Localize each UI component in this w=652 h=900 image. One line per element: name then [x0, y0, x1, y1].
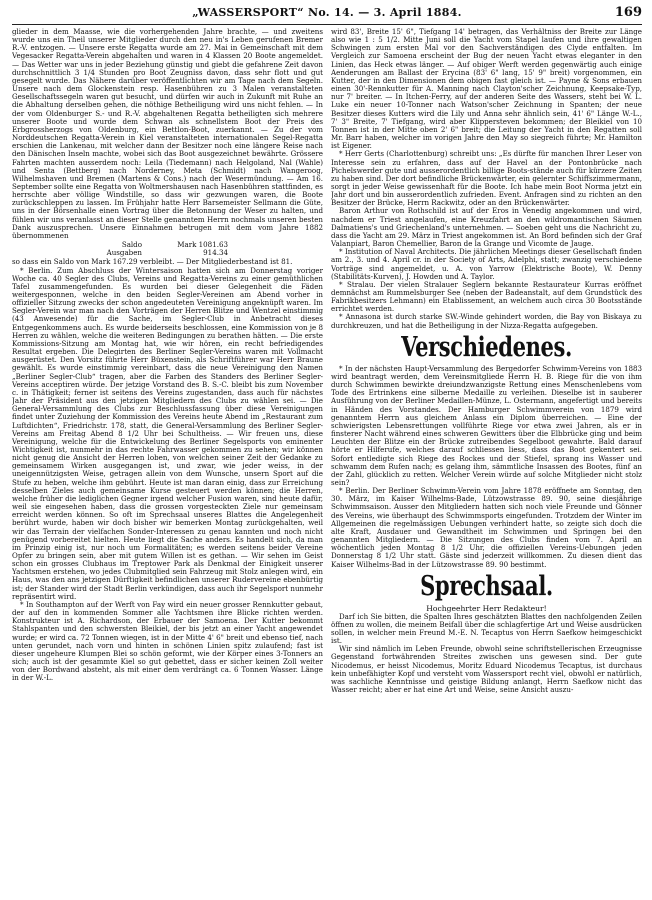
saldo-value: Mark 1081.63 — [177, 240, 228, 250]
article-paragraph: * Institution of Naval Architects. Die jährlichen Meetings dieser Gesellschaft finden am 2., 3. und 4. April cr. in der Society of Arts, Adelphi, statt; zwanzig verschiedene Vorträge sind angemeldet, u. A. von Yarrow (Elektrische Boote), W. Denny (Stabilitäts-Kurven), J. Howden und A. Taylor. — [331, 247, 642, 281]
section-title-sprechsaal: Sprechsaal. — [420, 570, 553, 602]
article-paragraph: Wir sind nämlich im Leben Freunde, obwohl seine schriftstellerischen Erzeugnisse Gegenstand fortwährenden Streites zwischen uns gewesen sind. Der gute Nicodemus, er heisst Nicodemus, Moritz Eduard Nicodemus Tecaptus, ist durchaus kein unbefähigter Kopf und versteht vom Wassersport recht viel, obwohl er natürlich, was sachliche Kenntnisse und geistige Bildung anlangt, Herrn Saefkow nicht das Wasser reicht; aber er hat eine Art und Weise, seine Ansicht auszu- — [331, 644, 642, 695]
article-paragraph: * Berlin. Zum Abschluss der Wintersaison hatten sich am Donnerstag voriger Woche ca. 40 Segler des Clubs, Vereins und Regatta-Vereins zu einer gemüthlichen Tafel zusammengefunden. Es wurden bei dieser Gelegenheit die Fäden weitergesponnen, welche in den beiden Segler-Vereinen am Abend vorher in offizieller Sitzung zwecks der schon angedeuteten Vereinigung angeknüpft waren. Im Segler-Verein war man nach den Vorträgen der Herren Blitze und Wentzel einstimmig (43 Anwesende) für die Sache, im Segler-Club in Anbetracht dieses Entgegenkommens auch. Es wurde beiderseits beschlossen, eine Kommission von je 8 Herren zu wählen, welche die weiteren Bedingungen zu berathen hätten. — Die erste Kommissions-Sitzung am Montag hat, wie wir hören, ein recht befriedigendes Resultat ergeben. Die Delegirten des Berliner Segler-Vereins waren mit Vollmacht ausgerüstet. Den Vorsitz führte Herr Büxenstein, als Schriftführer war Herr Braune gewählt. Es wurde einstimmig vereinbart, dass die neue Vereinigung den Namen „Berliner Segler-Club“ tragen, aber die Farben des Standers des Berliner Segler-Vereins acceptiren würde. Der jetzige Vorstand des B. S.-C. bleibt bis zum November c. in Thätigkeit; ferner ist seitens des Vereins zugestanden, dass auch für nächstes Jahr der Präsident aus den jetzigen Mitgliedern des Clubs zu wählen sei. — Die General-Versammlung des Clubs zur Beschlussfassung über diese Vereinigungen findet unter Zuziehung der Kommission des Vereins heute Abend im „Restaurant zum Luftdichten“, Friedrichstr. 178, statt, die General-Versammlung des Berliner Segler-Vereins am Freitag Abend 8 1/2 Uhr bei Schultheiss. — Wir freuen uns, diese Vereinigung, welche für die Entwickelung des Berliner Segelsports von eminenter Wichtigkeit ist, nunmehr in das rechte Fahrwasser gekommen zu sehen; wir können nicht genug die Ansicht der Herren loben, von welchen seiner Zeit der Gedanke zu gemeinsamem Wirken ausgegangen ist, und zwar, wie jeder weiss, in der uneigennützigsten Weise, getragen allein von dem Wunsche, unsern Sport auf die Stufe zu heben, welche ihm gebührt. Heute ist man daran einig, dass zur Erreichung desselben Zieles auch gemeinsame Kurse gesteuert werden können; die Herren, welche früher die lediglichen Gegner irgend welcher Fusion waren, sind heute dafür, weil sie eingesehen haben, dass die grossen vorgesteckten Ziele nur gemeinsam erreicht werden können. So oft im Sprechsaal unseres Blattes die Angelegenheit berührt wurde, haben wir doch bisher wir bemerken Montag zurückgehalten, weil wir das Terrain der vielfachen Sonder-Interessen zu genau kannten und noch nicht genügend vorbereitet hielten. Heute liegt die Sache anders. Es handelt sich, da man im Prinzip einig ist, nur noch um Formalitäten; es werden seitens beider Vereine Opfer zu bringen sein, aber mit gutem Willen ist es gethan. — Wir sehen im Geist schon ein grosses Clubhaus im Treptower Park als Denkmal der Einigkeit unserer Yachtsmen erstehen, wo jedes Clubmitglied sein Fahrzeug mit Stolz anlegen wird, ein Haus, was den ans jetzigen Dürftigkeit befindlichen unserer Rudervereine ebenbürtig ist; der Stander wird der Stadt Berlin verkündigen, dass auch ihr Segelsport nunmehr repräsentirt wird. — [12, 265, 323, 601]
article-paragraph: Darf ich Sie bitten, die Spalten Ihres geschätzten Blattes den nachfolgenden Zeilen öffnen zu wollen, die meinem Beifall über die schlagfertige Art und Weise ausdrücken sollen, in welcher mein Freund M.-E. N. Tecaptus von Herrn Saefkow heimgeschickt ist. — [331, 611, 642, 646]
page-number: 169 — [614, 5, 642, 20]
right-column — [331, 28, 642, 694]
article-paragraph: * In der nächsten Haupt-Versammlung des Bergedorfer Schwimm-Vereins von 1883 wird beantragt werden, dem Vereinsmitgliede Herrn H. B. Riege für die von ihm durch Schwimmen bewirkte dreiundzwanzigste Rettung eines Menschenlebens vom Tode des Ertrinkens eine silberne Medaille zu verleihen. Dieselbe ist in sauberer Ausführung von der Berliner Medaillen-Münze, L. Ostermann, angefertigt und bereits in Händen des Vorstandes. Der Hamburger Schwimmverein von 1879 wird genanntem Herrn aus gleichem Anlass ein Diplom überreichen. — Eine der schwierigsten Lebensrettungen vollführte Riege vor etwa zwei Jahren, als er in finsterer Nacht während eines schweren Gewitters über die Elbbrücke ging und beim Leuchten der Blitze ein der Brücke zutreibendes Segelboot gewahrte. Bald darauf hörte er Hilferufe, welches darauf schliessen liess, dass das Boot gekentert sei. Sofort entledigte sich Riege des Rockes und der Stiefel, sprang ins Wasser und schwamm dem Rufen nach; es gelang ihm, sämmtliche Insassen des Bootes, fünf an der Zahl, glücklich zu retten. Welcher Verein würde auf solche Mitglieder nicht stolz sein? — [331, 363, 642, 487]
article-paragraph: wird 83', Breite 15' 6", Tiefgang 14' betragen, das Verhältniss der Breite zur Länge also wie 1 : 5 1/2. Mitte Juni soll die Yacht vom Stapel laufen und ihre gewaltigen Schwingen zum ersten Mal vor den Sachverständigen des Clyde entfalten. Im Vergleich zur Samoena erscheint der Bug der neuen Yacht etwas eleganter in den Linien, das Heck etwas länger. — Auf obiger Werft werden gegenwärtig auch einige Aenderungen am Ballast der Erycina (83' 6" lang, 15' 9" breit) vorgenommen, ein Kutter, der in den Dimensionen dem obigen fast gleich ist. — Payne & Sons erbauen einen 30'-Rennkutter für A. Manning nach Clayton'scher Zeichnung, Keepsake-Typ, nur 7' breiter. — In Itchen-Ferry, auf der anderen Seite des Wassers, steht bei W. L. Luke ein neuer 10-Tonner nach Watson'scher Zeichnung in Spanten; der neue Besitzer dieses Kutters wird die Lily und Anna sehr ähnlich sein, 41' 6" Länge W.-L., 7' 3" Breite, 7' Tiefgang, wird aber Klippersteven bekommen; der Bleikiel von 10 Tonnen ist in der Mitte oben 2' 6" breit; die Leitung der Yacht in den Regatten soll Mr. Barr haben, welcher im vorigen Jahre den May so siegreich führte; Mr. Hamilton ist Eigener. — [331, 28, 642, 151]
columns — [12, 28, 642, 694]
article-paragraph: * Annasona ist durch starke SW.-Winde gehindert worden, die Bay von Biskaya zu durchkreuzen, und hat die Betheiligung in der Nizza-Regatta aufgegeben. — [331, 312, 642, 330]
article-paragraph: glieder in dem Maasse, wie die vorhergehenden Jahre brachte, — und zweitens wurde uns ein Theil unserer Mitglieder durch den neu in's Leben gerufenen Bremer R.-V. entzogen. — Unsere erste Regatta wurde am 27. Mai in Gemeinschaft mit dem Vegesacker Regatta-Verein abgehalten und waren in 4 Klassen 20 Boote angemeldet. — Das Wetter war uns in jeder Beziehung günstig und giebt die gefahrene Zeit davon durchschnittlich 3 1/4 Stunden pro Boot Zeugniss davon, dass sehr flott und gut gesegelt wurde. Das Nähere darüber veröffentlichten wir am Tage nach dem Segeln. Unsere nach dem Glockenstein resp. Hasenbühren zu 3 Malen veranstalteten Gesellschaftssegeln waren gut besucht, und dürfen wir auch in Zukunft mit Ruhe an die Abhaltung derselben gehen, die nöthige Betheiligung wird uns nicht fehlen. — In der vom Oldenburger S.- und R.-V. abgehaltenen Regatta betheiligten sich mehrere unserer Boote und wurde dem Schwan als schnellstem Boot der Preis des Erbgrossherzogs von Oldenburg, ein Bettlon-Boot, zuerkannt. — Zu der vom Norddeutschen Regatta-Verein in Kiel veranstalteten internationalen Segel-Regatta erschien die Lankenau, mit welcher dann der Besitzer noch eine längere Reise nach den Dänischen Inseln machte, wobei sich das Boot ausgezeichnet bewährte. Grössere Fahrten machten ausserdem noch: Leila (Tiedemann) nach Helgoland, Nal (Wahle) und Senta (Bettberg) nach Norderney, Meta (Schmidt) nach Wangeroog, Wilhelmshaven und Bremen (Martens & Cons.) nach der Wesermündung. — Am 16. September sollte eine Regatta von Woltmershausen nach Hasenbühren stattfinden, es herrschte aber völlige Windstille, so dass wir gezwungen waren, die Boote zurückschleppen zu lassen. Im Frühjahr hatte Herr Barsemeister Sellmann die Güte, uns in der Börsenhalle einen Vortrag über die Betonnung der Weser zu halten, und fühlen wir uns veranlasst an dieser Stelle genanntem Herrn nochmals unseren besten Dank auszusprechen. Unsere Einnahmen betrugen mit dem vom Jahre 1882 übernommenen — [12, 28, 323, 240]
saldo-label: Saldo — [121, 240, 142, 250]
article-paragraph: * In Southampton auf der Werft von Fay wird ein neuer grosser Rennkutter gebaut, der auf den in kommenden Sommer alle Yachtsmen ihre Blicke richten werden. Konstrukteur ist A. Richardson, der Erbauer der Samoena. Der Kutter bekommt Stahlspanten und den schwersten Bleikiel, der bis jetzt an einer Yacht angewendet wurde; er wird ca. 72 Tonnen wiegen, ist in der Mitte 4' 6" breit und ebenso tief, nach unten gerundet, nach vorn und hinten in schönen Linien spitz zulaufend; fast ist dieser ungeheure Klumpen Blei so schön geformt, wie der Körper eines 3-Tonners an sich; auch ist der gesammte Kiel so gut gebettet, dass er sicher keinen Zoll weiter von der Bordwand absteht, als mit einer dem verdrängt ca. 6 Tonnen Wasser. Länge in der W.-L. — [12, 599, 323, 683]
header-rule — [12, 24, 642, 25]
header-title: „WASSERSPORT“ No. 14. — 3. April 1884. — [192, 6, 462, 19]
article-paragraph: * Berlin. Der Berliner Schwimm-Verein vom Jahre 1878 eröffnete am Sonntag, den 30. März, im Kaiser Wilhelms-Bade, Lützowstrasse 89. 90, seine diesjährige Schwimmsaison. Ausser den Mitgliedern hatten sich noch viele Freunde und Gönner des Vereins, wie überhaupt des Schwimmsports eingefunden. Trotzdem der Winter im Allgemeinen die regelmässigen Uebungen verhindert hatte, so zeigte sich doch die alte Kraft, Ausdauer und Gewandtheit im Schwimmen und Springen bei den genannten Mitgliedern. — Die Sitzungen des Clubs finden vom 7. April an wöchentlich jeden Montag 8 1/2 Uhr, die offiziellen Vereins-Uebungen jeden Donnerstag 8 1/2 Uhr statt. Gäste sind jederzeit willkommen. Zu diesen dient das Kaiser Wilhelms-Bad in der Lützowstrasse 89. 90 bestimmt. — [331, 486, 642, 569]
left-column — [12, 28, 323, 694]
article-paragraph: * Herr Gerts (Charlottenburg) schreibt uns: „Es dürfte für manchen Ihrer Leser von Interesse sein zu erfahren, dass auf der Havel an der Pontonbrücke nach Pichelswerder gute und ausserordentlich billige Boots-stände auch für kürzere Zeiten zu haben sind. Der dort befindliche Brückenwärter, ein gelernter Schiffszimmermann, sorgt in jeder Weise gewissenhaft für die Boote. Ich habe mein Boot Norma jetzt ein Jahr dort und bin ausserordentlich zufrieden. Event. Anfragen sind zu richten an den Besitzer der Brücke, Herrn Rackwitz, oder an den Brückenwärter. — [331, 149, 642, 208]
page-header — [12, 6, 642, 22]
article-paragraph: * Stralau. Der vielen Stralauer Seglern bekannte Restaurateur Kurras eröffnet demnächst am Rummelsburger See (neben der Badeanstalt, auf dem Grundstück des Fabrikbesitzers Lehmann) ein Etablissement, an welchem auch circa 30 Bootsstände errichtet werden. — [331, 279, 642, 314]
article-paragraph: Baron Arthur von Rothschild ist auf der Eros in Venedig angekommen und wird, nachdem er Triest angelaufen, eine Kreuzfahrt an den wildromantischen Säumen Dalmatiens's und Griechenland's unternehmen. — Soeben geht uns die Nachricht zu, dass die Yacht am 29. März in Triest angekommen ist. An Bord befinden sich der Graf Valanpiart, Baron Chemellier, Baron de la Grange und Vicomte de Jauge. — [331, 206, 642, 249]
letter-salutation: Hochgeehrter Herr Redakteur! — [426, 603, 547, 613]
article-paragraph: so dass ein Saldo von Mark 167.29 verbleibt. — Der Mitgliederbestand ist 81. — [12, 257, 293, 267]
ausgaben-value: 914.34 — [203, 248, 228, 258]
section-title-verschiedenes: Verschiedenes. — [401, 331, 572, 363]
accounts-table — [82, 241, 323, 257]
ausgaben-label: Ausgaben — [106, 248, 142, 258]
